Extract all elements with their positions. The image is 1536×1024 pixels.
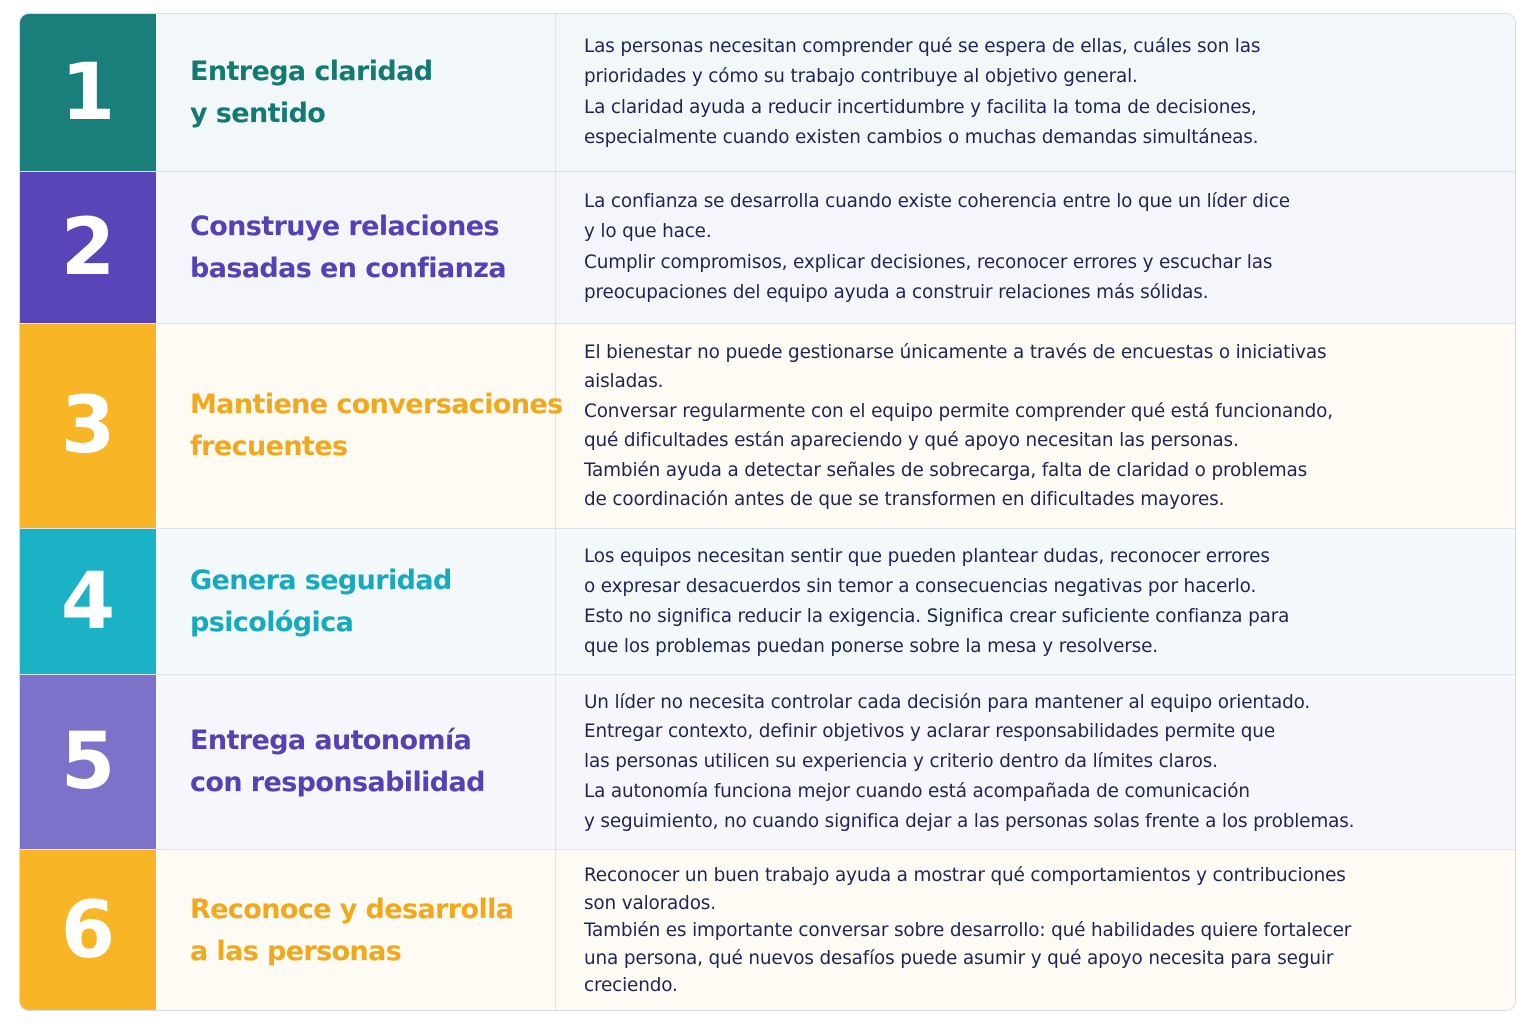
row-description-line: de coordinación antes de que se transformen en dificultades mayores. xyxy=(584,489,1225,510)
row-title-line: y sentido xyxy=(190,97,326,129)
row-description-line: qué dificultades están apareciendo y qué apoyo necesitan las personas. xyxy=(584,430,1239,451)
row-description-line: También ayuda a detectar señales de sobrecarga, falta de claridad o problemas xyxy=(584,459,1308,481)
row-description-line: La autonomía funciona mejor cuando está acompañada de comunicación xyxy=(584,780,1250,802)
row-description-line: que los problemas puedan ponerse sobre la mesa y resolverse. xyxy=(584,635,1158,657)
row-number-badge: 2 xyxy=(20,172,156,323)
row-title-line: Mantiene conversaciones xyxy=(190,389,563,420)
row-description-line: Cumplir compromisos, explicar decisiones, reconocer errores y escuchar las xyxy=(584,251,1273,273)
row-description-line: prioridades y cómo su trabajo contribuye al objetivo general. xyxy=(584,66,1138,87)
row-description-line: También es importante conversar sobre desarrollo: qué habilidades quiere fortalecer xyxy=(584,920,1352,942)
row-title xyxy=(156,675,556,849)
row-number-badge: 6 xyxy=(20,850,156,1011)
row-description-line: El bienestar no puede gestionarse únicamente a través de encuestas o iniciativas xyxy=(584,341,1327,363)
table-row-3 xyxy=(20,323,1515,528)
row-description-line: La confianza se desarrolla cuando existe coherencia entre lo que un líder dice xyxy=(584,190,1290,212)
row-title xyxy=(156,324,563,528)
row-title xyxy=(156,14,556,171)
row-description-line: Conversar regularmente con el equipo permite comprender qué está funcionando, xyxy=(584,400,1333,422)
row-description-line: preocupaciones del equipo ayuda a construir relaciones más sólidas. xyxy=(584,282,1209,303)
row-description-line: especialmente cuando existen cambios o muchas demandas simultáneas. xyxy=(584,127,1259,148)
row-title-line: con responsabilidad xyxy=(190,767,485,798)
table-row-2 xyxy=(20,171,1515,323)
row-number-badge: 5 xyxy=(20,675,156,849)
row-number-badge: 3 xyxy=(20,324,156,528)
row-title xyxy=(156,529,556,674)
row-title-line: Construye relaciones xyxy=(190,210,499,242)
row-title xyxy=(156,850,556,1011)
row-description-line: creciendo. xyxy=(584,975,678,997)
table-row-4 xyxy=(20,528,1515,674)
row-description-line: o expresar desacuerdos sin temor a consecuencias negativas por hacerlo. xyxy=(584,575,1257,597)
row-description-line: La claridad ayuda a reducir incertidumbre y facilita la toma de decisiones, xyxy=(584,96,1257,118)
row-description-line: Entregar contexto, definir objetivos y aclarar responsabilidades permite que xyxy=(584,721,1275,743)
row-description xyxy=(556,675,1515,849)
row-description-line: y lo que hace. xyxy=(584,221,712,242)
row-description-line: una persona, qué nuevos desafíos puede asumir y qué apoyo necesita para seguir xyxy=(584,947,1334,969)
row-title-line: frecuentes xyxy=(190,431,348,462)
row-description xyxy=(556,324,1515,528)
row-description-line: son valorados. xyxy=(584,892,716,914)
row-number-badge: 4 xyxy=(20,529,156,674)
row-title-line: Entrega autonomía xyxy=(190,725,472,756)
row-title-line: basadas en confianza xyxy=(190,252,506,284)
row-description xyxy=(556,14,1515,171)
row-title-line: a las personas xyxy=(190,936,402,967)
row-description-line: Esto no significa reducir la exigencia. Significa crear suficiente confianza para xyxy=(584,605,1290,627)
row-description-line: las personas utilicen su experiencia y criterio dentro da límites claros. xyxy=(584,751,1218,773)
row-description xyxy=(556,850,1515,1011)
row-title-line: psicológica xyxy=(190,606,354,638)
table-row-1 xyxy=(20,14,1515,171)
row-description-line: Los equipos necesitan sentir que pueden plantear dudas, reconocer errores xyxy=(584,545,1270,567)
row-description-line: aisladas. xyxy=(584,371,664,392)
row-number-badge: 1 xyxy=(20,14,156,171)
row-title-line: Genera seguridad xyxy=(190,564,452,596)
row-description-line: Reconocer un buen trabajo ayuda a mostrar qué comportamientos y contribuciones xyxy=(584,865,1346,887)
leadership-practices-table xyxy=(19,13,1516,1011)
table-row-5 xyxy=(20,674,1515,849)
row-description-line: Un líder no necesita controlar cada decisión para mantener al equipo orientado. xyxy=(584,691,1311,713)
row-description xyxy=(556,172,1515,323)
row-title-line: Reconoce y desarrolla xyxy=(190,894,514,925)
row-description-line: y seguimiento, no cuando significa dejar a las personas solas frente a los problemas. xyxy=(584,810,1355,832)
row-description-line: Las personas necesitan comprender qué se espera de ellas, cuáles son las xyxy=(584,35,1261,57)
row-title xyxy=(156,172,556,323)
row-description xyxy=(556,529,1515,674)
table-row-6 xyxy=(20,849,1515,1011)
row-title-line: Entrega claridad xyxy=(190,55,433,87)
